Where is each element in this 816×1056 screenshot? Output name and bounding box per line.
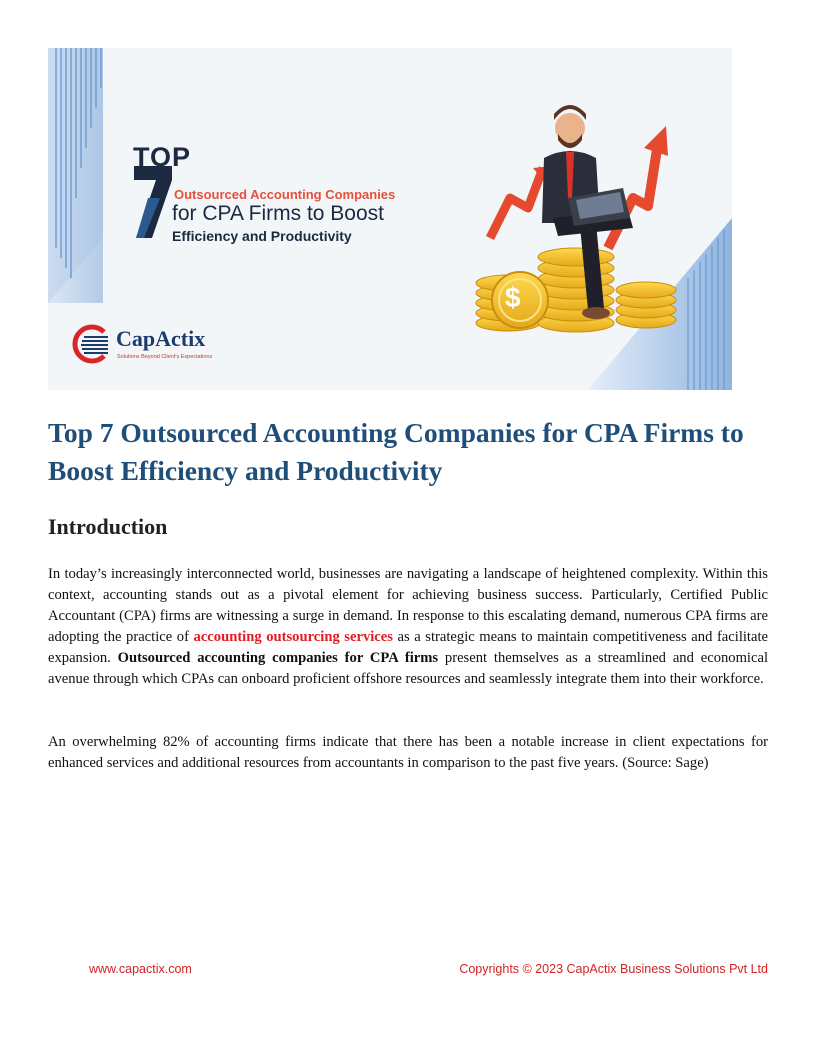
banner-headline-line2: for CPA Firms to Boost [172, 202, 384, 225]
banner-headline-line1: Outsourced Accounting Companies [174, 187, 396, 202]
intro-paragraph-2: An overwhelming 82% of accounting firms indicate that there has been a notable increase in client expectations for enhanced services and additional resources from accountants in comparison to the past five years. (Source: Sage) [48, 734, 768, 771]
logo-tagline: Solutions Beyond Client's Expectations [117, 354, 213, 360]
accounting-outsourcing-services-link[interactable]: accounting outsourcing services [193, 629, 393, 645]
left-stripe-decoration [48, 48, 103, 303]
paragraph-text: as a strategic means to maintain competitiveness and facilitate expansion. [48, 629, 768, 666]
paragraph-text: present themselves as a streamlined and economical avenue through which CPAs can onboard proficient offshore resources and seamlessly integrate them into their workforce. [48, 650, 768, 687]
paragraph-text: In today’s increasingly interconnected world, businesses are navigating a landscape of heightened complexity. Within this context, accounting stands out as a pivotal element for achieving business success. Particularly, Certified Public Accountant (CPA) firms are witnessing a surge in demand. In response to this escalating demand, numerous CPA firms are adopting the practice of [48, 566, 768, 645]
footer-copyright: Copyrights © 2023 CapActix Business Solutions Pvt Ltd [459, 962, 768, 976]
section-heading-introduction: Introduction [48, 514, 168, 539]
intro-paragraph-1 [48, 564, 768, 690]
number-seven-graphic [134, 166, 172, 238]
footer-website-link[interactable]: www.capactix.com [89, 962, 192, 976]
banner-top-word: TOP [133, 142, 192, 172]
banner-headline-line3: Efficiency and Productivity [172, 228, 352, 244]
dollar-sign-icon: $ [505, 282, 521, 313]
logo-wordmark: CapActix [116, 326, 206, 351]
article-title: Top 7 Outsourced Accounting Companies for CPA Firms to Boost Efficiency and Productivity [48, 417, 744, 486]
hero-banner-image [48, 48, 732, 390]
capactix-logo-icon [70, 324, 110, 364]
bold-phrase: Outsourced accounting companies for CPA firms [117, 650, 439, 666]
